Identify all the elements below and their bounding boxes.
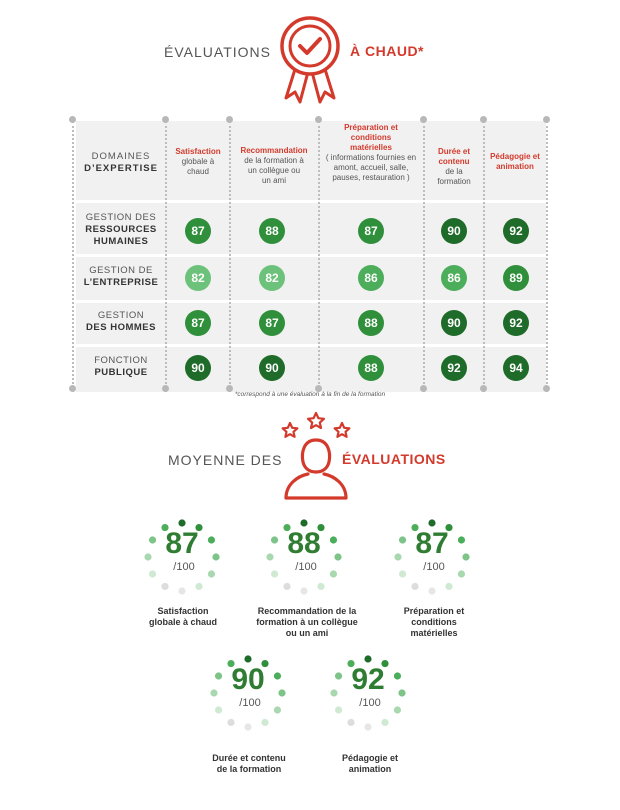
column-divider	[423, 121, 425, 392]
score-badge: 92	[503, 218, 529, 244]
gauge-dot	[244, 723, 251, 730]
averages-title-left: MOYENNE DES	[168, 452, 283, 468]
score-badge: 87	[358, 218, 384, 244]
score-badge: 94	[503, 355, 529, 381]
gauge-dot	[283, 583, 290, 590]
header-title-left: ÉVALUATIONS	[164, 44, 271, 60]
domains-header	[78, 151, 164, 175]
column-header-satisfaction: Satisfaction globale à chaud	[175, 147, 221, 176]
gauge-dot	[381, 719, 388, 726]
score-badge: 90	[259, 355, 285, 381]
row-separator	[76, 200, 546, 203]
gauge-value: 88	[287, 527, 321, 560]
gauge-dot	[428, 519, 435, 526]
gauge-label-preparation: Préparation et conditions matérielles	[403, 606, 465, 638]
divider-dot	[420, 116, 427, 123]
gauge-label-recommandation: Recommandation de la formation à un collègue ou un ami	[256, 606, 358, 638]
column-divider	[165, 121, 167, 392]
score-badge: 90	[441, 310, 467, 336]
row-separator	[76, 344, 546, 347]
header-title-right: À CHAUD*	[350, 43, 424, 59]
average-gauge-recommandation	[264, 517, 344, 597]
row-label-hommes: GESTION DES HOMMES	[86, 310, 156, 333]
gauge-value: 90	[231, 663, 265, 696]
column-header-recommandation: Recommandation de la formation à un collègue ou un ami	[240, 146, 308, 185]
divider-dot	[315, 116, 322, 123]
score-badge: 92	[503, 310, 529, 336]
gauge-dot	[347, 719, 354, 726]
domains-header-line1: DOMAINES	[91, 151, 151, 162]
score-badge: 88	[358, 310, 384, 336]
column-header-duree: Durée et contenu de la formation	[437, 147, 471, 186]
gauge-dot	[261, 719, 268, 726]
gauge-dot	[300, 587, 307, 594]
gauge-denominator: /100	[359, 697, 381, 709]
score-badge: 82	[259, 265, 285, 291]
score-badge: 87	[185, 310, 211, 336]
average-gauge-satisfaction	[142, 517, 222, 597]
gauge-dot	[244, 655, 251, 662]
column-divider	[318, 121, 320, 392]
award-ribbon-check-icon	[272, 10, 348, 106]
row-separator	[76, 254, 546, 257]
gauge-label-pedagogie: Pédagogie et animation	[341, 753, 398, 774]
footnote: *correspond à une évaluation à la fin de la formation	[234, 391, 386, 398]
gauge-denominator: /100	[295, 561, 317, 573]
gauge-value: 87	[415, 527, 449, 560]
divider-dot	[226, 116, 233, 123]
average-gauge-preparation	[392, 517, 472, 597]
gauge-dot	[317, 583, 324, 590]
row-label-fonction-publique: FONCTION PUBLIQUE	[94, 355, 148, 378]
gauge-dot	[195, 583, 202, 590]
gauge-label-duree: Durée et contenu de la formation	[212, 753, 286, 774]
divider-dot	[543, 116, 550, 123]
score-badge: 86	[358, 265, 384, 291]
divider-dot	[162, 116, 169, 123]
divider-dot	[480, 116, 487, 123]
score-badge: 86	[441, 265, 467, 291]
score-badge: 90	[185, 355, 211, 381]
score-badge: 82	[185, 265, 211, 291]
gauge-label-satisfaction: Satisfaction globale à chaud	[148, 606, 217, 627]
row-separator	[76, 300, 546, 303]
gauge-dot	[161, 583, 168, 590]
row-label-entreprise: GESTION DE L’ENTREPRISE	[83, 265, 159, 288]
column-header-pedagogie: Pédagogie et animation	[490, 152, 540, 171]
average-gauge-duree	[208, 653, 288, 733]
gauge-dot	[364, 655, 371, 662]
column-divider	[229, 121, 231, 392]
column-divider	[72, 121, 74, 392]
score-badge: 90	[441, 218, 467, 244]
gauge-value: 87	[165, 527, 199, 560]
divider-dot	[69, 116, 76, 123]
row-label-rh: GESTION DES RESSOURCES HUMAINES	[85, 212, 157, 247]
gauge-denominator: /100	[239, 697, 261, 709]
score-badge: 88	[358, 355, 384, 381]
column-divider	[483, 121, 485, 392]
gauge-dot	[364, 723, 371, 730]
score-badge: 87	[185, 218, 211, 244]
column-divider	[546, 121, 548, 392]
score-badge: 87	[259, 310, 285, 336]
score-badge: 89	[503, 265, 529, 291]
gauge-dot	[178, 519, 185, 526]
gauge-dot	[445, 583, 452, 590]
gauge-dot	[428, 587, 435, 594]
domains-header-line2: D’EXPERTISE	[84, 163, 158, 174]
average-gauge-pedagogie	[328, 653, 408, 733]
gauge-dot	[178, 587, 185, 594]
gauge-denominator: /100	[423, 561, 445, 573]
gauge-dot	[300, 519, 307, 526]
column-header-preparation: Préparation et conditions matérielles ( informations fournies en amont, accueil, salle, pauses, restauration )	[325, 123, 417, 182]
gauge-dot	[411, 583, 418, 590]
score-badge: 92	[441, 355, 467, 381]
gauge-value: 92	[351, 663, 385, 696]
gauge-denominator: /100	[173, 561, 195, 573]
score-badge: 88	[259, 218, 285, 244]
averages-title-right: ÉVALUATIONS	[342, 451, 446, 467]
gauge-dot	[227, 719, 234, 726]
